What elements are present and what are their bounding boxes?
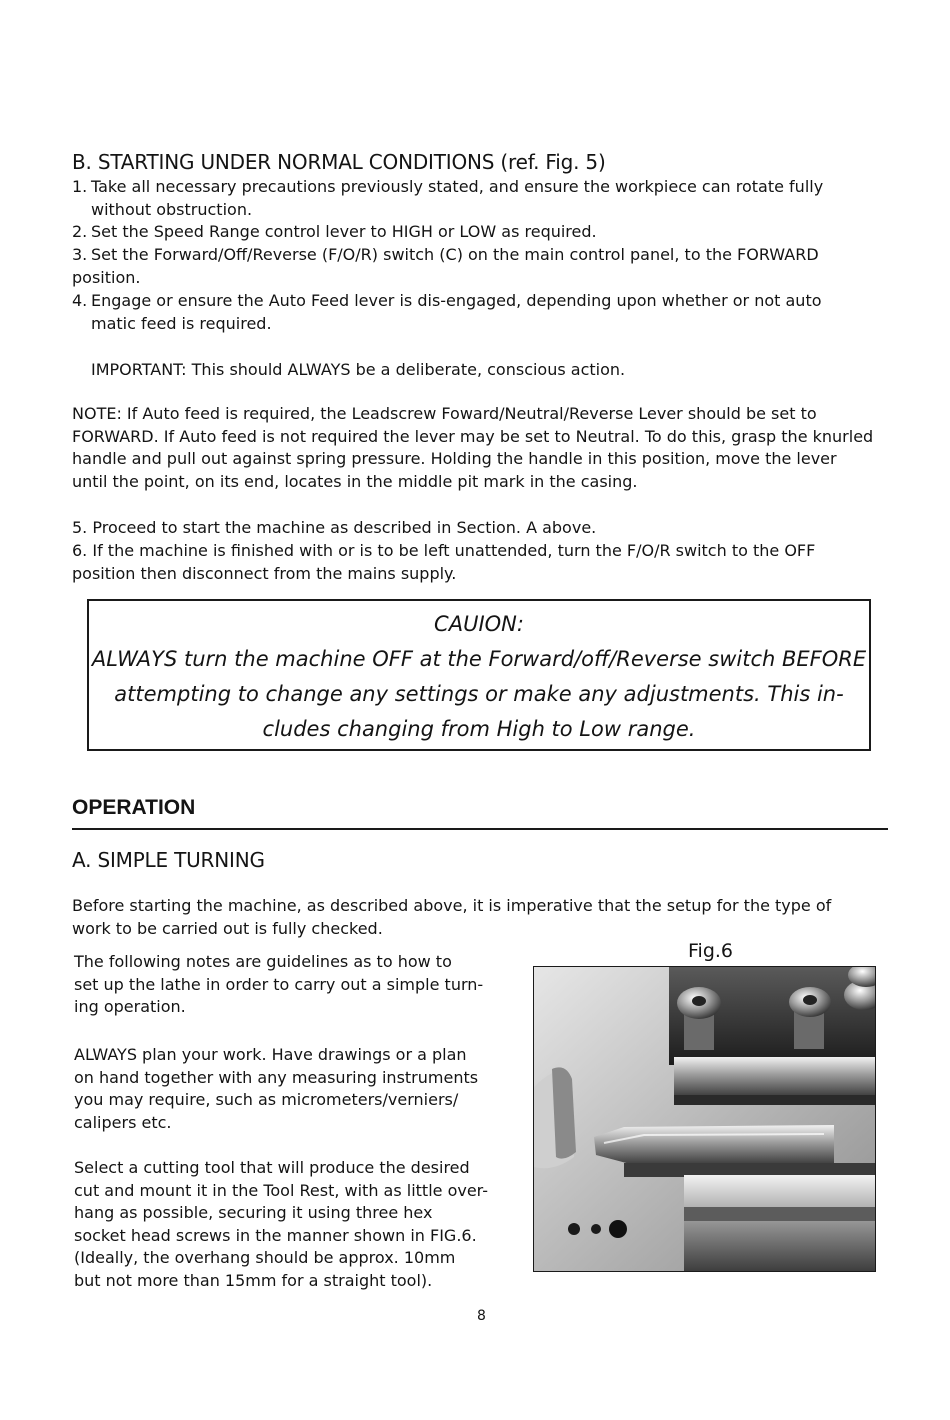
list-item: 3. Set the Forward/Off/Reverse (F/O/R) switch (C) on the main control panel, to the FORWARD position. — [72, 245, 819, 287]
list-item: 4. Engage or ensure the Auto Feed lever is dis-engaged, depending upon whether or not auto matic feed is required. — [72, 291, 822, 333]
caution-title: CAUION: — [434, 612, 524, 636]
note-paragraph: NOTE: If Auto feed is required, the Leadscrew Foward/Neutral/Reverse Lever should be set to FORWARD. If Auto feed is not required the lever may be set to Neutral. To do this, grasp the knurled handle and pull out against spring pressure. Holding the handle in this position, move the lever until the point, on its end, locates in the middle pit mark in the casing. — [72, 404, 874, 491]
important-note: IMPORTANT: This should ALWAYS be a deliberate, conscious action. — [91, 360, 626, 379]
page-number: 8 — [477, 1308, 486, 1324]
intro-paragraph: Before starting the machine, as described above, it is imperative that the setup for the type of work to be carried out is fully checked. — [72, 896, 832, 938]
tool-rest-photo — [533, 966, 876, 1272]
tool-rest-photo-image — [534, 967, 876, 1272]
section-b-heading: B. STARTING UNDER NORMAL CONDITIONS (ref. Fig. 5) — [72, 150, 606, 174]
list-item: 2. Set the Speed Range control lever to HIGH or LOW as required. — [72, 222, 597, 241]
heading-divider — [72, 828, 888, 830]
caution-box — [87, 599, 871, 751]
list-item: 1. Take all necessary precautions previously stated, and ensure the workpiece can rotate fully without obstruction. — [72, 177, 824, 219]
figure-caption: Fig.6 — [688, 940, 734, 962]
operation-heading: OPERATION — [72, 796, 196, 819]
caution-line: cludes changing from High to Low range. — [262, 717, 696, 741]
list-item: 6. If the machine is finished with or is to be left unattended, turn the F/O/R switch to the OFF position then disconnect from the mains supply. — [72, 541, 816, 583]
list-item: 5. Proceed to start the machine as described in Section. A above. — [72, 518, 597, 537]
plan-paragraph: ALWAYS plan your work. Have drawings or a plan on hand together with any measuring instruments you may require, such as micrometers/verniers/ calipers etc. — [74, 1045, 479, 1132]
guidelines-paragraph: The following notes are guidelines as to how to set up the lathe in order to carry out a simple turn- ing operation. — [74, 952, 484, 1016]
cutting-tool-paragraph: Select a cutting tool that will produce the desired cut and mount it in the Tool Rest, with as little over- hang as possible, securing it using three hex socket head screws in the manner shown in FIG.6. (Ideally, the overhang should be approx. 10mm but not more than 15mm for a straight tool). — [74, 1158, 489, 1290]
simple-turning-heading: A. SIMPLE TURNING — [72, 848, 265, 872]
caution-line: attempting to change any settings or make any adjustments. This in- — [114, 682, 844, 706]
caution-line: ALWAYS turn the machine OFF at the Forward/off/Reverse switch BEFORE — [91, 647, 867, 671]
